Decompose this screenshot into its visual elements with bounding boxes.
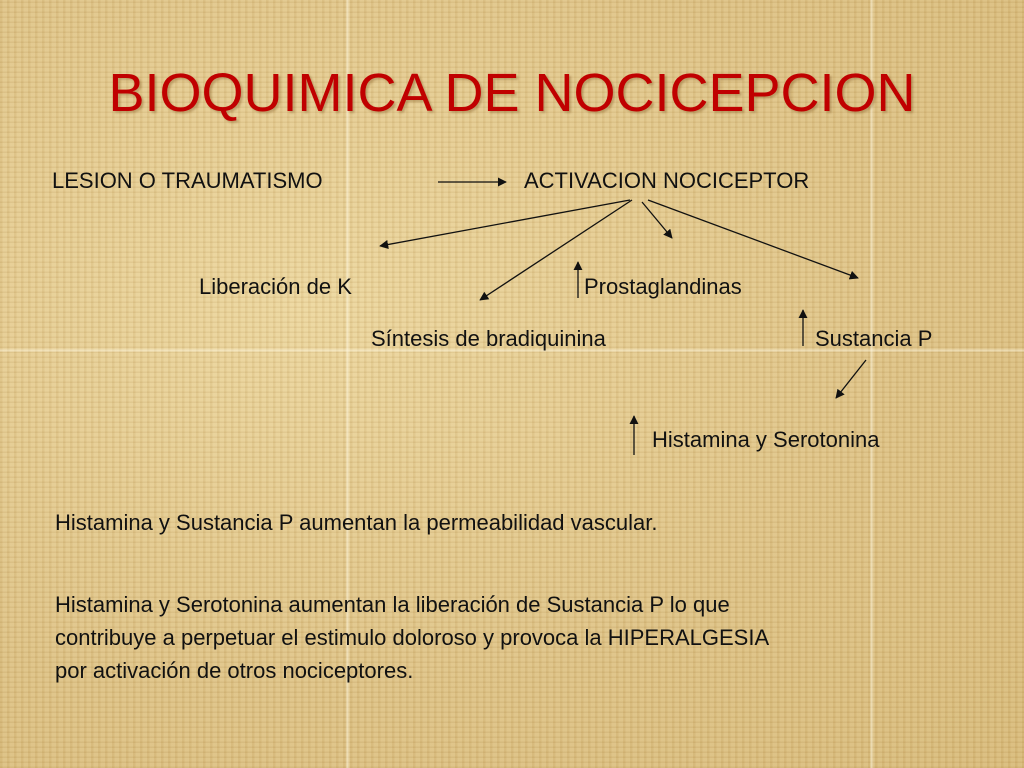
label-activacion-nociceptor: ACTIVACION NOCICEPTOR [524,168,810,193]
paragraph-hiperalgesia: Histamina y Serotonina aumentan la liberación de Sustancia P lo que contribuye a perpetuar el estimulo doloroso y provoca la HIPERALGESIA por activación de otros nociceptores. [55,592,768,683]
label-liberacion-k: Liberación de K [199,274,352,299]
slide-title: BIOQUIMICA DE NOCICEPCION [108,63,916,123]
label-sustancia-p: Sustancia P [815,326,933,351]
label-lesion: LESION O TRAUMATISMO [52,168,323,193]
paragraph-permeabilidad: Histamina y Sustancia P aumentan la permeabilidad vascular. [55,510,658,535]
label-prostaglandinas: Prostaglandinas [584,274,742,299]
arrow-sustancia-to-histamina [836,360,866,398]
arrow-to-liberacion [380,200,630,246]
label-sintesis-bradiquinina: Síntesis de bradiquinina [371,326,606,351]
label-histamina-serotonina: Histamina y Serotonina [652,427,880,452]
arrow-to-sustancia-p [648,200,858,278]
